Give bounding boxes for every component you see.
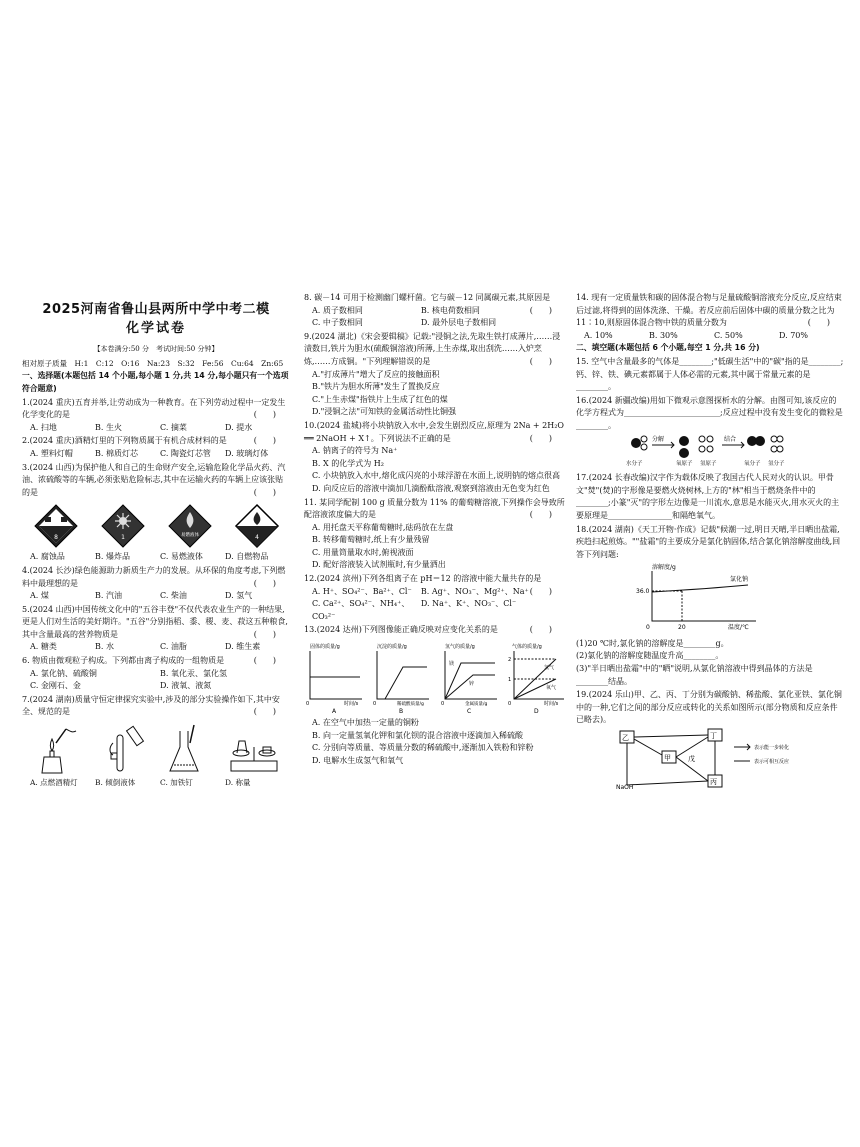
svg-text:温度/℃: 温度/℃: [728, 624, 749, 632]
question-4: [22, 565, 290, 603]
svg-text:表示可相互反应: 表示可相互反应: [754, 759, 790, 766]
question-6: [22, 655, 290, 693]
option-a: A. 扫地: [30, 422, 57, 432]
question-stem: 6. 物质由微观粒子构成。下列都由离子构成的一组物质是 ( ): [22, 656, 276, 666]
question-11: [304, 497, 566, 573]
option-c: C. 油脂: [160, 642, 187, 652]
svg-text:丙: 丙: [710, 778, 717, 787]
svg-text:20: 20: [678, 624, 686, 632]
svg-text:沉淀的质量/g: 沉淀的质量/g: [377, 644, 408, 651]
svg-text:0: 0: [440, 701, 444, 708]
svg-text:A: A: [332, 708, 337, 716]
option-a: A."打成薄片"增大了反应的接触面积: [312, 369, 440, 379]
question-stem: 9.(2024 湖北)《宋会要辑稿》记载:"浸铜之法,先取生铁打成薄片,……浸渍数日,铁片为胆水(硫酸铜溶液)所薄,上生赤煤,取出刮洗……入炉烹炼,……方成铜。"下列理解错误的是 ( ): [304, 331, 561, 366]
option-c: C. 分别向等质量、等质量分数的稀硫酸中,逐渐加入铁粉和锌粉: [312, 743, 534, 753]
balance-icon: [227, 723, 281, 775]
svg-text:稀硫酸质量/g: 稀硫酸质量/g: [397, 702, 425, 708]
question-15: 15. 空气中含量最多的气体是________;"低碳生活"中的"碳"指的是________;钙、锌、铁、碘元素都属于人体必需的元素,其中属于常量元素的是________。: [576, 356, 844, 392]
corrosive-sign-icon: [33, 503, 79, 549]
question-stem: 2.(2024 重庆)酒精灯里的下列物质属于有机合成材料的是 ( ): [22, 436, 276, 446]
svg-text:戊: 戊: [688, 755, 695, 764]
option-b: B. 生火: [95, 422, 122, 432]
option-a: A. H⁺、SO₄²⁻、Ba²⁺、Cl⁻: [312, 586, 412, 596]
option-a: A. 糖类: [30, 642, 57, 652]
svg-text:乙: 乙: [622, 734, 629, 743]
question-18: [576, 524, 844, 689]
svg-text:氯化钠: 氯化钠: [730, 576, 749, 584]
question-stem: 4.(2024 长沙)绿色能源助力新质生产力的发展。从环保的角度考虑,下列燃料中最理想的是 ( ): [22, 565, 286, 588]
option-b: B. 向一定量氢氧化钾和氯化钡的混合溶液中逐滴加入稀硫酸: [312, 730, 523, 740]
question-stem: 18.(2024 湖南)《天工开物·作成》记载"候潮一过,明日天晴,半日晒出盐霜,疾趋扫起煎炼。""盐霜"的主要成分是氯化钠固体,结合氯化钠溶解度曲线,回答下列问题:: [576, 524, 841, 559]
exam-title: 2025河南省鲁山县两所中学中考二模: [42, 302, 270, 317]
option-d: D. 称量: [225, 778, 251, 788]
option-d: D. 玻璃灯体: [225, 448, 269, 458]
section-heading: 二、填空题(本题包括 6 个小题,每空 1 分,共 16 分): [576, 343, 760, 353]
svg-text:NaOH: NaOH: [616, 784, 634, 792]
sub-question-3: (3)"半日晒出盐霜"中的"晒"说明,从氯化钠溶液中得到晶体的方法是________结晶。: [576, 664, 813, 686]
option-b: B. 30%: [649, 330, 678, 340]
svg-text:D: D: [533, 708, 539, 716]
option-c: C. 50%: [714, 330, 743, 340]
question-stem: 16.(2024 新疆改编)用如下微观示意图探析水的分解。由图可知,该反应的化学方程式为________________________;反应过程中没有发生变化的微粒是________。: [576, 395, 843, 430]
question-stem: 8. 碳－14 可用于检测幽门螺杆菌。它与碳－12 同属碳元素,其原因是 ( ): [304, 293, 552, 315]
option-c: C."上生赤煤"指铁片上生成了红色的煤: [312, 394, 448, 404]
atomic-masses: 相对原子质量 H:1 C:12 O:16 Na:23 S:32 Fe:56 Cu:64 Zn:65: [22, 358, 284, 368]
option-d: D. 最外层电子数相同: [420, 318, 497, 328]
svg-text:固体的质量/g: 固体的质量/g: [310, 644, 340, 651]
option-c: C. Ca²⁺、SO₄²⁻、NH₄⁺、CO₃²⁻: [312, 599, 410, 621]
svg-text:镁: 镁: [448, 661, 454, 668]
svg-text:表示能一步转化: 表示能一步转化: [754, 745, 790, 752]
question-2: [22, 435, 290, 460]
question-7: [22, 694, 290, 790]
graph-b: [371, 641, 431, 715]
svg-text:结合: 结合: [724, 435, 737, 443]
option-b: B. 水: [95, 642, 114, 652]
option-a: A. 10%: [584, 330, 613, 340]
option-c: C. 中子数相同: [312, 318, 363, 328]
explosive-sign-icon: [100, 503, 146, 549]
graph-a: [304, 641, 364, 715]
svg-text:氧气: 氧气: [545, 685, 556, 692]
option-c: C. 柴油: [160, 591, 187, 601]
option-d: D. 70%: [779, 330, 808, 340]
question-stem: 19.(2024 乐山)甲、乙、丙、丁分别为碳酸钠、稀盐酸、氯化亚铁、氯化铜中的一种,它们之间的部分反应或转化的关系如图所示(部分物质和反应条件已略去)。: [576, 690, 842, 725]
option-d: D. Na⁺、K⁺、NO₃⁻、Cl⁻: [420, 599, 517, 609]
option-d: D. 氢气: [225, 591, 253, 601]
svg-text:易燃液体: 易燃液体: [180, 533, 199, 539]
option-b: B. X 的化学式为 H₂: [312, 458, 384, 468]
option-c: C. 加铁钉: [160, 778, 193, 788]
option-d: D. 向反应后的溶液中滴加几滴酚酞溶液,观察到溶液由无色变为红色: [312, 483, 550, 493]
svg-text:丁: 丁: [710, 732, 717, 741]
option-b: B. 核电荷数相同: [420, 305, 480, 315]
svg-text:时间/s: 时间/s: [344, 701, 359, 708]
pour-liquid-icon: [101, 723, 145, 775]
option-d: D. 维生素: [225, 642, 261, 652]
column-right: [576, 291, 844, 798]
question-10: [304, 420, 566, 496]
svg-text:氢气: 氢气: [543, 665, 554, 672]
option-b: B."铁片为胆水所薄"发生了置换反应: [312, 382, 440, 392]
svg-text:4: 4: [254, 534, 259, 542]
question-16: [576, 395, 844, 471]
svg-text:氢气的质量/g: 氢气的质量/g: [444, 644, 475, 651]
flammable-liquid-sign-icon: [167, 503, 213, 549]
svg-text:0: 0: [373, 701, 377, 708]
question-stem: 3.(2024 山西)为保护他人和自己的生命财产安全,运输危险化学品火药、汽油、浓硫酸等的车辆,必须张贴危险标志,其中在运输火药的车辆上应该张贴的是 ( ): [22, 462, 286, 497]
question-stem: 13.(2024 达州)下列图像能正确反映对应变化关系的是 ( ): [304, 625, 552, 635]
option-a: A. 用托盘天平称葡萄糖时,砝码放在左盘: [312, 522, 454, 532]
svg-text:B: B: [399, 708, 404, 716]
svg-text:C: C: [466, 708, 471, 716]
option-c: C. 用量筒量取水时,俯视液面: [312, 547, 414, 557]
svg-text:0: 0: [646, 624, 650, 632]
option-a: A. 质子数相同: [312, 305, 363, 315]
option-a: A. 点燃酒精灯: [30, 778, 78, 788]
question-14: [576, 292, 844, 342]
svg-text:甲: 甲: [664, 754, 671, 763]
sub-question-2: (2)氯化钠的溶解度随温度升高________。: [576, 651, 724, 661]
svg-text:时间/s: 时间/s: [543, 701, 559, 708]
lab-operations: [22, 723, 290, 775]
column-left: [22, 288, 290, 790]
question-stem: 14. 现有一定质量铁和碳的固体混合物与足量硫酸铜溶液充分反应,反应结束后过滤,将得到的固体洗涤、干燥。若反应前后固体中碳的质量分数之比为 11∶10,则原固体混合物中铁的质量分数为 ( ): [576, 293, 842, 328]
option-a: A. 氯化钠、硫酸铜: [30, 668, 97, 678]
option-b: B. 氧化汞、氯化氢: [160, 668, 227, 678]
question-13: [304, 624, 566, 767]
hazard-signs: [22, 503, 290, 549]
option-c: C. 小块钠放入水中,熔化成闪亮的小球浮游在水面上,说明钠的熔点很高: [312, 471, 561, 481]
option-d: D. 液氧、液氮: [160, 681, 212, 691]
question-17: 17.(2024 长春改编)汉字作为载体反映了我国古代人民对火的认识。甲骨文"焚"(焚)的字形像是要燃火烧树林,上方的"林"相当于燃烧条件中的________;小篆"灭"的字形左边像是一川流水,意思是水能灭火,用水灭火的主要原理是________________和隔绝氧气。: [576, 473, 840, 520]
graph-c: [439, 641, 499, 715]
question-1: [22, 397, 290, 435]
svg-text:氧分子: 氧分子: [744, 460, 761, 467]
svg-text:1: 1: [120, 534, 125, 542]
graph-d: [506, 641, 566, 715]
option-d: D. 提水: [225, 422, 253, 432]
question-stem: 12.(2024 滨州)下列各组离子在 pH＝12 的溶液中能大量共存的是 ( ): [304, 574, 552, 596]
svg-text:气体的质量/g: 气体的质量/g: [511, 644, 542, 651]
option-c: C. 易燃液体: [160, 552, 203, 562]
question-stem: 7.(2024 湖南)质量守恒定律探究实验中,涉及的部分实验操作如下,其中安全、规范的是 ( ): [22, 694, 280, 717]
option-b: B. Ag⁺、NO₃⁻、Mg²⁺、Na⁺: [420, 586, 529, 596]
exam-meta: 【本卷满分:50 分 考试时间:50 分钟】: [93, 345, 219, 354]
option-a: A. 塑料灯帽: [30, 448, 73, 458]
option-b: B. 汽油: [95, 591, 122, 601]
svg-text:氧原子: 氧原子: [676, 460, 693, 467]
option-c: C. 陶瓷灯芯管: [160, 448, 211, 458]
solubility-curve-chart: [636, 561, 766, 633]
option-d: D. 配好溶液装入试剂瓶时,有少量洒出: [312, 560, 446, 570]
svg-text:溶解度/g: 溶解度/g: [652, 564, 676, 572]
option-b: B. 转移葡萄糖时,纸上有少量残留: [312, 535, 430, 545]
graph-row: [304, 641, 566, 715]
sub-question-1: (1)20 ℃时,氯化钠的溶解度是________g。: [576, 638, 729, 648]
water-decomposition-diagram: [626, 433, 826, 467]
option-a: A. 煤: [30, 591, 49, 601]
exam-subtitle: 化学试卷: [125, 320, 186, 336]
option-b: B. 爆炸品: [95, 552, 130, 562]
question-9: [304, 331, 566, 419]
option-a: A. 钠离子的符号为 Na⁺: [312, 446, 398, 456]
option-b: B. 倾倒液体: [95, 778, 136, 788]
svg-text:分解: 分解: [652, 435, 665, 443]
svg-text:0: 0: [507, 701, 512, 708]
option-d: D."浸铜之法"可知铁的金属活动性比铜强: [312, 407, 457, 417]
question-5: [22, 604, 290, 654]
question-stem: 11. 某同学配制 100 g 质量分数为 11% 的葡萄糖溶液,下列操作会导致所配溶液浓度偏大的是 ( ): [304, 497, 565, 520]
option-d: D. 自燃物品: [225, 552, 269, 562]
svg-text:1: 1: [507, 677, 512, 684]
svg-text:金属质量/g: 金属质量/g: [464, 702, 488, 708]
option-c: C. 摘菜: [160, 422, 187, 432]
svg-text:氢原子: 氢原子: [700, 460, 717, 467]
question-stem: 1.(2024 重庆)五育并举,让劳动成为一种教育。在下列劳动过程中一定发生化学变化的是 ( ): [22, 397, 286, 420]
spontaneous-combustion-sign-icon: [234, 503, 280, 549]
alcohol-lamp-icon: [32, 723, 82, 775]
option-a: A. 在空气中加热一定量的铜粉: [312, 718, 419, 728]
svg-text:0: 0: [306, 701, 310, 708]
svg-text:2: 2: [507, 657, 512, 664]
question-stem: 10.(2024 盐城)将小块钠放入水中,会发生剧烈反应,原理为 2Na + 2H₂O ══ 2NaOH + X↑。下列说法不正确的是 ( ): [304, 420, 564, 443]
question-stem: 5.(2024 山西)中国传统文化中的"五谷丰登"不仅代表农业生产的一种结果,更是人们对生活的美好期许。"五谷"分别指稻、黍、稷、麦、菽这五种粮食,其中含量最高的营养物质是 ( ): [22, 604, 288, 639]
svg-text:氢分子: 氢分子: [768, 460, 785, 467]
option-a: A. 腐蚀品: [30, 552, 65, 562]
option-b: B. 棉质灯芯: [95, 448, 138, 458]
question-12: [304, 573, 566, 623]
svg-text:36.0: 36.0: [636, 588, 650, 596]
svg-text:锌: 锌: [468, 681, 474, 688]
question-3: [22, 462, 290, 564]
svg-text:水分子: 水分子: [626, 460, 643, 467]
question-19: [576, 689, 844, 797]
option-d: D. 电解水生成氢气和氧气: [312, 755, 404, 765]
section-heading: 一、选择题(本题包括 14 个小题,每小题 1 分,共 14 分,每小题只有一个选项符合题意): [22, 371, 289, 393]
flask-nail-icon: [164, 723, 208, 775]
reaction-network-diagram: [616, 727, 796, 793]
question-8: [304, 292, 566, 330]
column-middle: [304, 291, 566, 767]
svg-text:8: 8: [53, 534, 58, 542]
option-c: C. 金刚石、金: [30, 681, 81, 691]
